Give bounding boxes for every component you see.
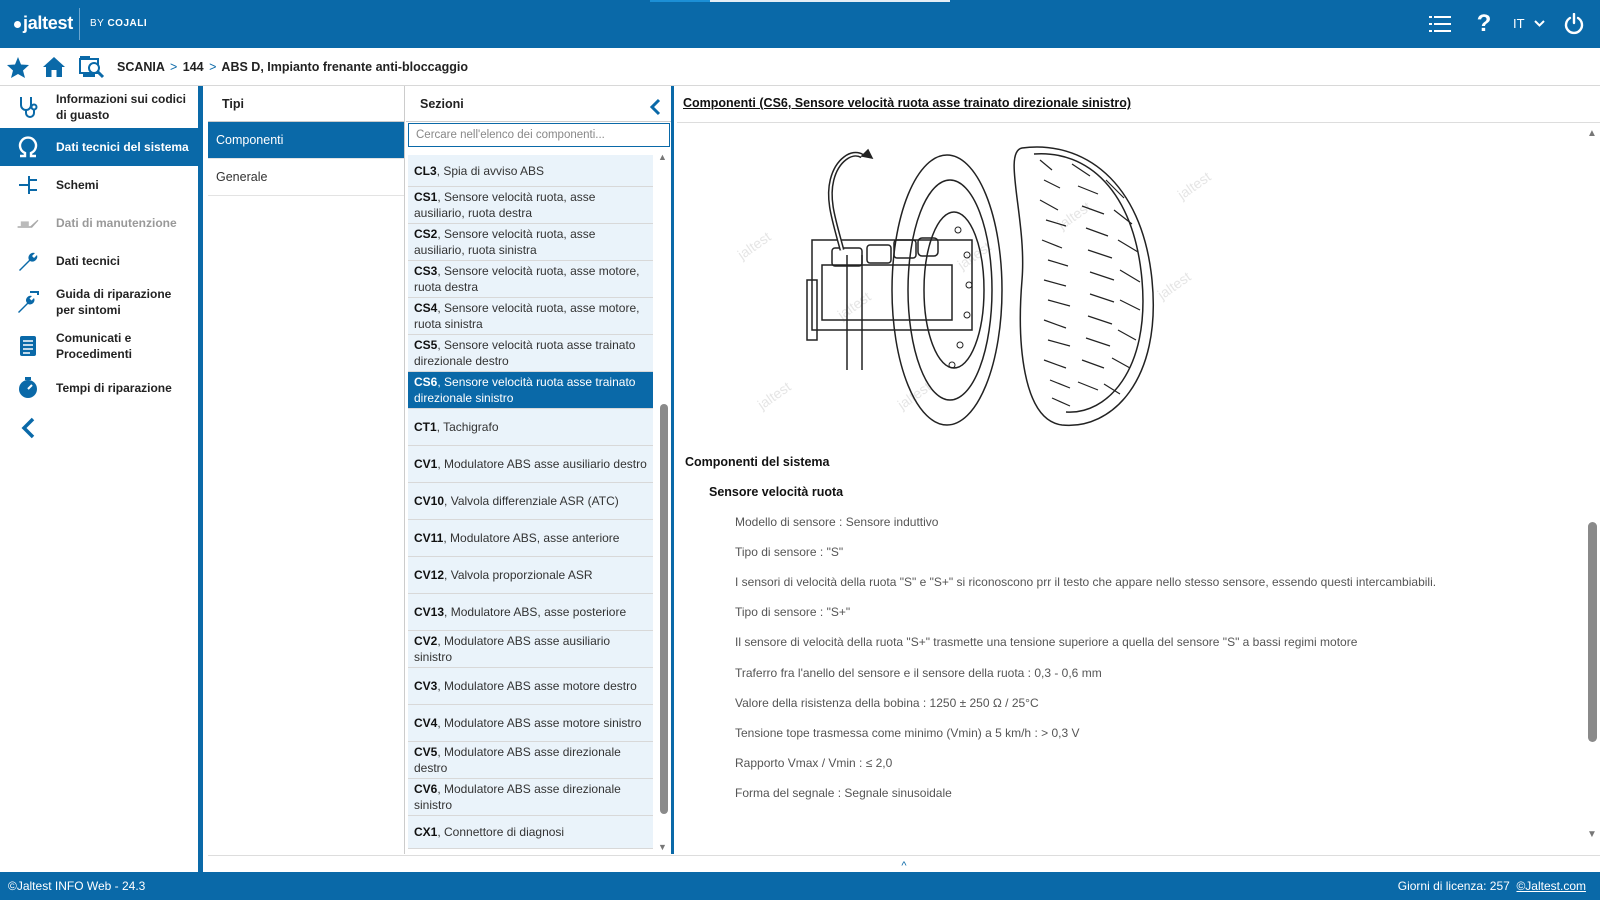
jaltest-link[interactable]: ©Jaltest.com: [1516, 879, 1586, 893]
list-item[interactable]: CV10, Valvola differenziale ASR (ATC): [408, 483, 653, 520]
list-item[interactable]: CV1, Modulatore ABS asse ausiliario destro: [408, 446, 653, 483]
sections-column: [406, 86, 674, 854]
list-item[interactable]: CV11, Modulatore ABS, asse anteriore: [408, 520, 653, 557]
by-cojali-label: BY COJALI: [90, 18, 148, 29]
sidebar-item-maintenance-data: [0, 204, 198, 242]
stethoscope-icon: [16, 95, 40, 119]
breadcrumb-separator: >: [169, 60, 178, 74]
list-menu-icon[interactable]: [1426, 10, 1454, 38]
watermark: [734, 168, 1214, 413]
list-item[interactable]: CS1, Sensore velocità ruota, asse ausiliario, ruota destra: [408, 187, 653, 224]
watermark-text: jaltest: [1174, 168, 1214, 203]
list-item[interactable]: CX1, Connettore di diagnosi: [408, 816, 653, 849]
watermark-text: jaltest: [734, 228, 774, 263]
list-scrollbar[interactable]: [658, 152, 668, 852]
sidebar-item-technical-data[interactable]: [0, 242, 198, 280]
type-item-componenti[interactable]: Componenti: [208, 122, 404, 159]
wheel-sensor-illustration: [722, 140, 1242, 430]
scroll-down-arrow-icon[interactable]: ▼: [658, 842, 667, 852]
property-line: Traferro fra l'anello del sensore e il sensore della ruota : 0,3 - 0,6 mm: [735, 666, 1102, 680]
list-item[interactable]: CS5, Sensore velocità ruota asse trainato direzionale destro: [408, 335, 653, 372]
footer: [0, 872, 1600, 900]
power-icon[interactable]: [1560, 10, 1588, 38]
sidebar: [0, 86, 203, 872]
search-placeholder: Cercare nell'elenco dei componenti...: [416, 129, 605, 141]
property-line: Modello di sensore : Sensore induttivo: [735, 515, 939, 529]
property-line: Rapporto Vmax / Vmin : ≤ 2,0: [735, 756, 893, 770]
list-item[interactable]: CV12, Valvola proporzionale ASR: [408, 557, 653, 594]
property-line: Tipo di sensore : "S": [735, 545, 844, 559]
home-icon[interactable]: [41, 55, 67, 79]
list-item-selected[interactable]: CS6, Sensore velocità ruota asse trainato direzionale sinistro: [408, 372, 653, 409]
content-scrollbar[interactable]: [1584, 128, 1600, 840]
list-item[interactable]: CL3, Spia di avviso ABS: [408, 155, 653, 187]
content-title: Componenti (CS6, Sensore velocità ruota asse trainato direzionale sinistro): [683, 96, 1132, 110]
watermark-text: jaltest: [894, 378, 934, 413]
jaltest-logo: jaltest: [14, 13, 73, 34]
types-column: [208, 86, 405, 854]
sidebar-item-repair-guide[interactable]: [0, 280, 198, 324]
property-line: Il sensore di velocità della ruota "S+" trasmette una tensione superiore a quella del sensore "S" a bassi regimi motore: [735, 635, 1358, 649]
omega-icon: [16, 135, 40, 159]
content-divider: [677, 122, 1600, 123]
scroll-down-arrow-icon[interactable]: ▼: [1587, 829, 1597, 840]
breadcrumb-bar: [0, 48, 1600, 86]
sidebar-item-label: Dati tecnici: [56, 254, 121, 268]
list-item[interactable]: CV4, Modulatore ABS asse motore sinistro: [408, 705, 653, 742]
chevron-down-icon: [1534, 20, 1545, 27]
breadcrumb-model[interactable]: 144: [182, 60, 204, 74]
content-panel: [677, 86, 1600, 854]
breadcrumb-brand[interactable]: SCANIA: [117, 60, 165, 74]
schema-icon: [16, 173, 40, 197]
stopwatch-icon: [16, 376, 40, 400]
watermark-text: jaltest: [954, 238, 994, 273]
list-item[interactable]: CV5, Modulatore ABS asse direzionale destro: [408, 742, 653, 779]
vehicle-search-icon[interactable]: [79, 55, 105, 79]
section-heading: Componenti del sistema: [685, 455, 830, 469]
document-list-icon: [16, 334, 40, 358]
oil-can-icon: [16, 211, 40, 235]
license-days: Giorni di licenza: 257: [1397, 879, 1510, 893]
watermark-text: jaltest: [834, 288, 874, 323]
sections-header-label: Sezioni: [420, 97, 464, 111]
component-list: [408, 155, 653, 849]
property-line: Tensione tope trasmessa come minimo (Vmin) a 5 km/h : > 0,3 V: [735, 726, 1080, 740]
repair-guide-icon: [16, 290, 40, 314]
scroll-up-arrow-icon[interactable]: ▲: [1587, 128, 1597, 139]
language-label: IT: [1513, 16, 1525, 31]
list-item[interactable]: CV13, Modulatore ABS, asse posteriore: [408, 594, 653, 631]
breadcrumb: [117, 60, 468, 74]
expand-up-icon: ^: [901, 860, 907, 872]
property-line: I sensori di velocità della ruota "S" e "S+" si riconoscono prr il testo che appare nello stesso sensore, essendo questi intercambiabili.: [735, 575, 1437, 589]
sidebar-item-system-data[interactable]: [0, 128, 198, 166]
top-bar: [0, 0, 1600, 48]
sidebar-item-repair-times[interactable]: [0, 368, 198, 408]
scrollbar-thumb[interactable]: [1588, 522, 1597, 742]
property-line: Forma del segnale : Segnale sinusoidale: [735, 786, 952, 800]
watermark-text: jaltest: [1054, 198, 1094, 233]
sidebar-item-schemes[interactable]: [0, 166, 198, 204]
sidebar-item-label: Tempi di riparazione: [56, 381, 172, 395]
sidebar-item-label: Dati di manutenzione: [56, 216, 177, 230]
language-select[interactable]: [1513, 16, 1545, 31]
chevron-left-icon: [16, 416, 40, 440]
wrench-icon: [16, 249, 40, 273]
type-item-generale[interactable]: Generale: [208, 159, 404, 196]
bottom-panel-toggle[interactable]: [208, 855, 1600, 872]
sidebar-item-label: Schemi: [56, 178, 99, 192]
sidebar-item-label: Informazioni sui codici di guasto: [56, 92, 187, 122]
breadcrumb-system: ABS D, Impianto frenante anti-bloccaggio: [221, 60, 468, 74]
list-item[interactable]: CS3, Sensore velocità ruota, asse motore, ruota destra: [408, 261, 653, 298]
chevron-left-icon: [649, 98, 661, 116]
property-line: Valore della risistenza della bobina : 1250 ± 250 Ω / 25°C: [735, 696, 1039, 710]
breadcrumb-separator: >: [209, 60, 217, 74]
sidebar-item-fault-codes[interactable]: [0, 86, 198, 128]
property-line: Tipo di sensore : "S+": [735, 605, 851, 619]
list-item[interactable]: CT1, Tachigrafo: [408, 409, 653, 446]
sidebar-item-label: Dati tecnici del sistema: [56, 140, 189, 154]
favorites-star-icon[interactable]: [5, 55, 31, 79]
logo-divider: [79, 8, 80, 40]
license-info: [1398, 879, 1586, 893]
list-item[interactable]: CV6, Modulatore ABS asse direzionale sinistro: [408, 779, 653, 816]
subsection-heading: Sensore velocità ruota: [709, 485, 844, 499]
list-item[interactable]: CV2, Modulatore ABS asse ausiliario sinistro: [408, 631, 653, 668]
top-accent-line: [0, 0, 1600, 2]
list-item[interactable]: CS2, Sensore velocità ruota, asse ausiliario, ruota sinistra: [408, 224, 653, 261]
sidebar-item-bulletins[interactable]: [0, 324, 198, 368]
list-item[interactable]: CV3, Modulatore ABS asse motore destro: [408, 668, 653, 705]
version-label: ©Jaltest INFO Web - 24.3: [8, 879, 146, 893]
sidebar-item-label: Guida di riparazione per sintomi: [56, 287, 172, 317]
list-item[interactable]: CS4, Sensore velocità ruota, asse motore, ruota sinistra: [408, 298, 653, 335]
sidebar-collapse-button[interactable]: [0, 408, 198, 448]
scrollbar-thumb[interactable]: [660, 404, 668, 814]
watermark-text: jaltest: [1154, 268, 1194, 303]
types-header: Tipi: [208, 86, 404, 122]
watermark-text: jaltest: [754, 378, 794, 413]
sections-header: [406, 86, 671, 122]
scroll-up-arrow-icon[interactable]: ▲: [658, 152, 667, 162]
sidebar-item-label: Comunicati e Procedimenti: [56, 331, 133, 361]
component-search-input[interactable]: [408, 123, 670, 147]
help-icon[interactable]: ?: [1476, 10, 1492, 37]
